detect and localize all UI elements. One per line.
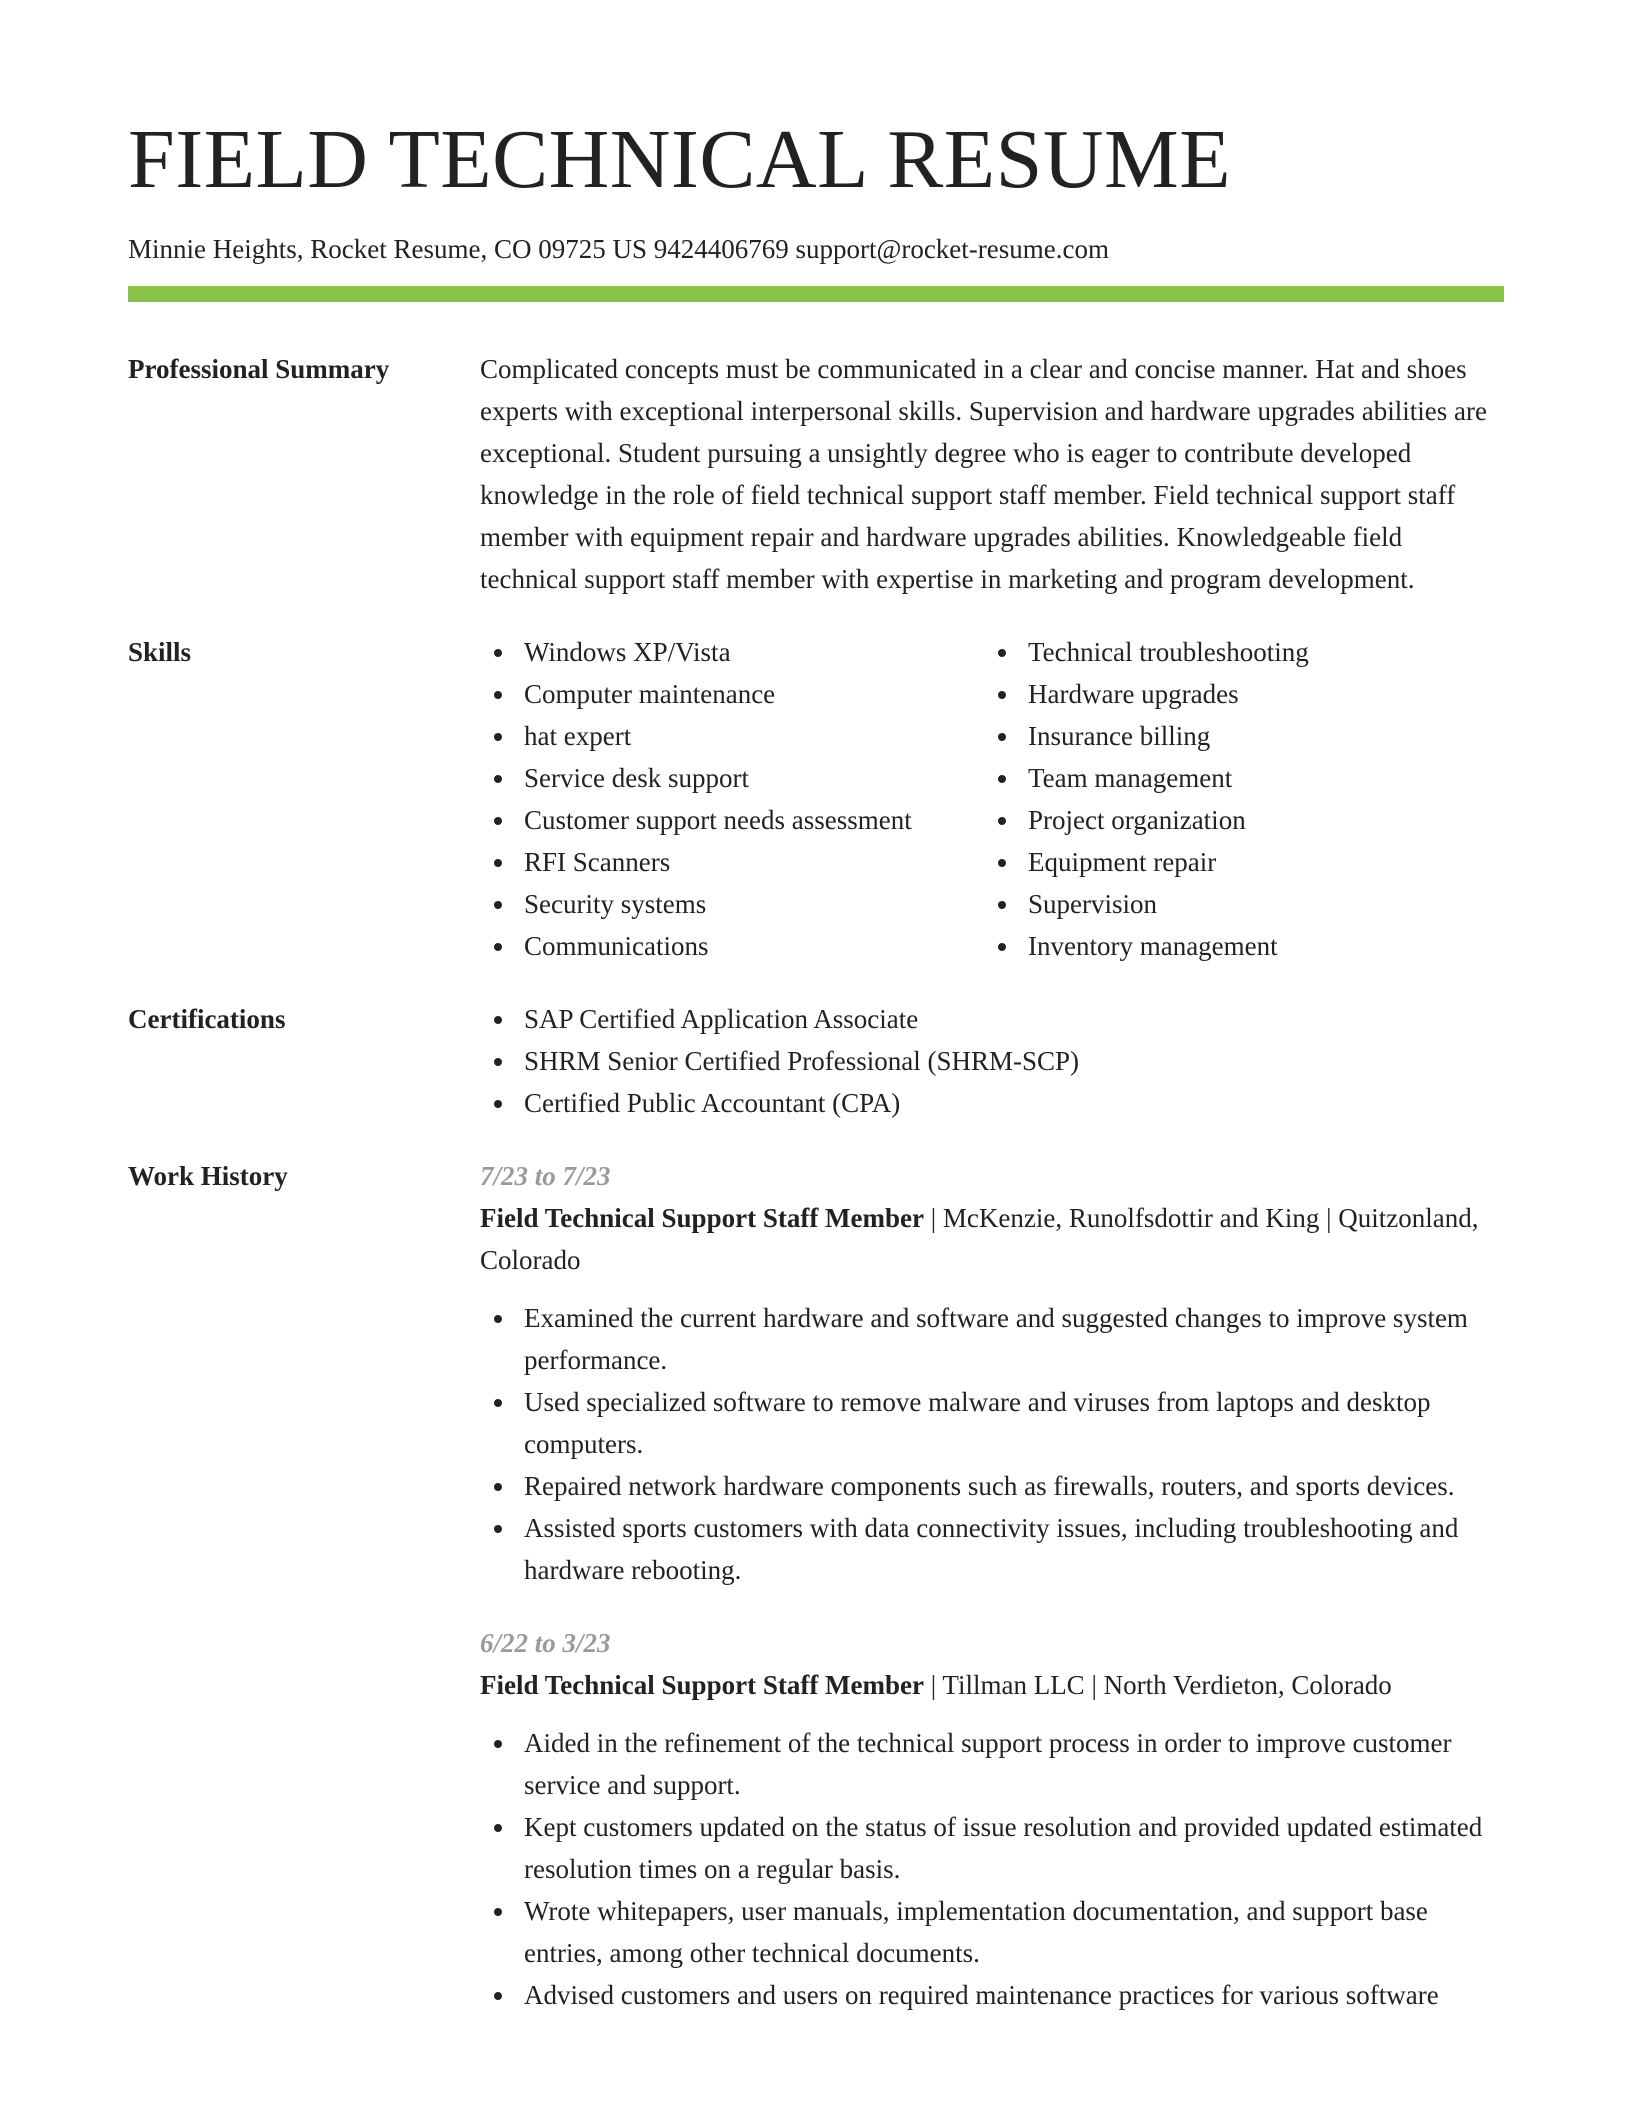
job-bullet: Repaired network hardware components such as firewalls, routers, and sports devices. (480, 1465, 1504, 1507)
skill-item: Inventory management (984, 925, 1504, 967)
section-label-skills: Skills (128, 637, 192, 667)
resume-title: FIELD TECHNICAL RESUME (128, 113, 1231, 206)
certification-item: Certified Public Accountant (CPA) (480, 1082, 1504, 1124)
summary-text: Complicated concepts must be communicated in a clear and concise manner. Hat and shoes experts with exceptional interpersonal skills. Supervision and hardware upgrades abilities are exceptional. Student pursuing a unsightly degree who is eager to contribute developed knowledge in the role of field technical support staff member. Field technical support staff member with equipment repair and hardware upgrades abilities. Knowledgeable field technical support staff member with expertise in marketing and program development. (480, 354, 1487, 594)
job-bullet: Wrote whitepapers, user manuals, implementation documentation, and support base entries, among other technical documents. (480, 1890, 1504, 1974)
skill-item: Customer support needs assessment (480, 799, 984, 841)
section-work-history (128, 1155, 1504, 2016)
skills-column-1 (480, 631, 984, 967)
skill-item: Supervision (984, 883, 1504, 925)
skill-item: Hardware upgrades (984, 673, 1504, 715)
skills-column-2 (984, 631, 1504, 967)
skill-item: Communications (480, 925, 984, 967)
skill-item: Team management (984, 757, 1504, 799)
job-details: | McKenzie, Runolfsdottir and King | Quitzonland, Colorado (480, 1203, 1479, 1275)
skills-grid (480, 631, 1504, 967)
skill-item: hat expert (480, 715, 984, 757)
section-label-summary: Professional Summary (128, 354, 390, 384)
section-professional-summary (128, 348, 1504, 600)
contact-line: Minnie Heights, Rocket Resume, CO 09725 US 9424406769 support@rocket-resume.com (128, 234, 1109, 264)
job-bullet: Advised customers and users on required maintenance practices for various software (480, 1974, 1504, 2016)
skill-item: Insurance billing (984, 715, 1504, 757)
skill-item: Equipment repair (984, 841, 1504, 883)
section-skills (128, 631, 1504, 967)
skill-item: Project organization (984, 799, 1504, 841)
job-details: | Tillman LLC | North Verdieton, Colorado (924, 1670, 1392, 1700)
skill-item: RFI Scanners (480, 841, 984, 883)
job-entry (480, 1622, 1504, 2016)
section-label-certifications: Certifications (128, 1004, 286, 1034)
job-heading (480, 1664, 1504, 1706)
job-entry (480, 1155, 1504, 1591)
certification-item: SAP Certified Application Associate (480, 998, 1504, 1040)
job-title: Field Technical Support Staff Member (480, 1670, 924, 1700)
job-bullet: Kept customers updated on the status of issue resolution and provided updated estimated resolution times on a regular basis. (480, 1806, 1504, 1890)
job-bullets (480, 1722, 1504, 2016)
section-certifications (128, 998, 1504, 1124)
skill-item: Windows XP/Vista (480, 631, 984, 673)
job-title: Field Technical Support Staff Member (480, 1203, 924, 1233)
job-dates: 7/23 to 7/23 (480, 1161, 611, 1191)
section-label-work-history: Work History (128, 1161, 288, 1191)
skill-item: Security systems (480, 883, 984, 925)
job-bullet: Used specialized software to remove malware and viruses from laptops and desktop computers. (480, 1381, 1504, 1465)
job-bullet: Aided in the refinement of the technical support process in order to improve customer service and support. (480, 1722, 1504, 1806)
skill-item: Computer maintenance (480, 673, 984, 715)
certification-item: SHRM Senior Certified Professional (SHRM-SCP) (480, 1040, 1504, 1082)
job-bullet: Assisted sports customers with data connectivity issues, including troubleshooting and hardware rebooting. (480, 1507, 1504, 1591)
skill-item: Service desk support (480, 757, 984, 799)
job-bullets (480, 1297, 1504, 1591)
job-bullet: Examined the current hardware and software and suggested changes to improve system performance. (480, 1297, 1504, 1381)
skill-item: Technical troubleshooting (984, 631, 1504, 673)
accent-divider (128, 286, 1504, 302)
job-dates: 6/22 to 3/23 (480, 1628, 611, 1658)
resume-content (128, 348, 1504, 2047)
job-heading (480, 1197, 1504, 1281)
certifications-list (480, 998, 1504, 1124)
